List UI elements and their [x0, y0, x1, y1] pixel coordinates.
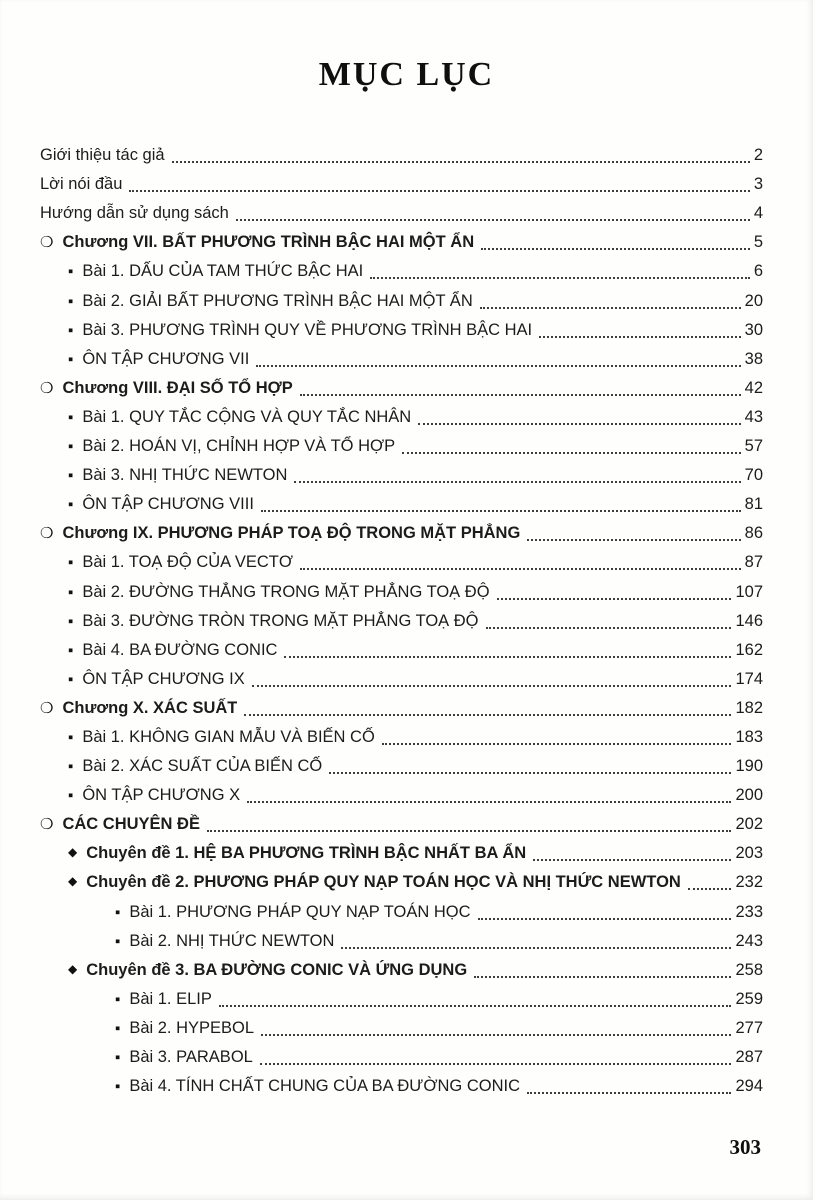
toc-entry-page-number: 30: [744, 320, 763, 339]
toc-entry-label: ÔN TẬP CHƯƠNG VII: [82, 349, 250, 368]
toc-entry-label: Bài 1. QUY TẮC CỘNG VÀ QUY TẮC NHÂN: [82, 407, 412, 426]
circle-marker-icon: ❍: [40, 525, 54, 543]
toc-entry-page-number: 258: [735, 960, 763, 979]
square-marker-icon: ▪: [68, 554, 74, 572]
toc-entry-label: Chuyên đề 2. PHƯƠNG PHÁP QUY NẠP TOÁN HỌC VÀ NHỊ THỨC NEWTON: [86, 873, 681, 892]
toc-entry-label: Chuyên đề 3. BA ĐƯỜNG CONIC VÀ ỨNG DỤNG: [86, 960, 468, 979]
toc-entry-label: Bài 4. BA ĐƯỜNG CONIC: [82, 640, 278, 659]
dotted-leader: [382, 743, 732, 745]
dotted-leader: [207, 830, 732, 832]
square-marker-icon: ▪: [68, 321, 74, 339]
dotted-leader: [370, 277, 750, 279]
square-marker-icon: ▪: [115, 903, 121, 921]
dotted-leader: [294, 481, 740, 483]
toc-entry-label: Bài 1. DẤU CỦA TAM THỨC BẬC HAI: [82, 262, 364, 281]
dotted-leader: [474, 976, 731, 978]
square-marker-icon: ▪: [68, 350, 74, 368]
toc-entry-label: Bài 1. TOẠ ĐỘ CỦA VECTƠ: [82, 553, 294, 572]
toc-entry-page-number: 4: [753, 204, 763, 223]
square-marker-icon: ▪: [115, 1049, 121, 1066]
toc-entry-label: CÁC CHUYÊN ĐỀ: [62, 815, 200, 834]
toc-entry-label: Bài 1. ELIP: [129, 989, 212, 1008]
dotted-leader: [480, 307, 741, 309]
toc-entry-page-number: 3: [753, 175, 763, 194]
toc-entry-page-number: 42: [744, 378, 763, 397]
toc-entry: [40, 809, 763, 838]
toc-entry-label: ÔN TẬP CHƯƠNG VIII: [82, 495, 254, 514]
toc-entry: [40, 256, 763, 285]
toc-entry: [40, 606, 763, 635]
toc-entry-label: Bài 2. GIẢI BẤT PHƯƠNG TRÌNH BẬC HAI MỘT ẨN: [82, 291, 473, 310]
dotted-leader: [261, 510, 741, 512]
toc-entry: [40, 285, 763, 314]
toc-entry-label: Bài 2. NHỊ THỨC NEWTON: [129, 931, 335, 950]
toc-entry-page-number: 259: [735, 989, 763, 1008]
dotted-leader: [247, 801, 731, 803]
square-marker-icon: ▪: [68, 467, 74, 485]
square-marker-icon: ▪: [68, 292, 74, 310]
toc-entry: [40, 431, 763, 460]
toc-entry-label: Chương X. XÁC SUẤT: [62, 698, 238, 717]
toc-entry: [40, 693, 763, 722]
toc-entry-label: Bài 3. NHỊ THỨC NEWTON: [82, 466, 288, 485]
toc-entry-page-number: 57: [744, 437, 763, 456]
toc-entry: [40, 402, 763, 431]
toc-entry-label: Bài 1. PHƯƠNG PHÁP QUY NẠP TOÁN HỌC: [129, 902, 471, 921]
toc-entry: [40, 547, 763, 576]
dotted-leader: [402, 452, 740, 454]
square-marker-icon: ▪: [68, 670, 74, 688]
dotted-leader: [244, 714, 731, 716]
toc-entry-label: Bài 2. HYPEBOL: [129, 1018, 255, 1037]
toc-entry: [40, 489, 763, 518]
square-marker-icon: ▪: [68, 787, 74, 805]
circle-marker-icon: ❍: [40, 699, 54, 717]
toc-entry-page-number: 87: [744, 553, 763, 572]
dotted-leader: [261, 1034, 731, 1036]
toc-entry: [40, 926, 763, 955]
page-title: MỤC LỤC: [318, 56, 495, 93]
dotted-leader: [478, 918, 732, 920]
toc-entry-page-number: 70: [744, 466, 763, 485]
toc-entry: [40, 896, 763, 925]
toc-entry-page-number: 174: [735, 669, 763, 688]
toc-entry-page-number: 183: [735, 727, 763, 746]
dotted-leader: [256, 365, 740, 367]
toc-entry-label: ÔN TẬP CHƯƠNG X: [82, 786, 241, 805]
toc-entry: [40, 780, 763, 809]
square-marker-icon: ▪: [68, 641, 74, 659]
toc-entry-page-number: 107: [735, 582, 763, 601]
circle-marker-icon: ❍: [40, 379, 54, 397]
toc-entry-page-number: 81: [744, 495, 763, 514]
toc-entry-page-number: 190: [735, 757, 763, 776]
dotted-leader: [300, 568, 741, 570]
square-marker-icon: ▪: [68, 263, 74, 281]
toc-entry-page-number: 6: [753, 262, 763, 281]
toc-entry: [40, 373, 763, 402]
toc-entry-page-number: 232: [735, 873, 763, 892]
square-marker-icon: ▪: [68, 758, 74, 776]
toc-entry-page-number: 203: [735, 844, 763, 863]
toc-entry-page-number: 200: [735, 786, 763, 805]
toc-entry-page-number: 162: [735, 640, 763, 659]
square-marker-icon: ▪: [115, 1078, 121, 1096]
toc-entry-label: Bài 2. HOÁN VỊ, CHỈNH HỢP VÀ TỔ HỢP: [82, 437, 396, 456]
toc-entry-page-number: 294: [735, 1077, 763, 1096]
circle-marker-icon: ❍: [40, 816, 54, 834]
toc-entry: [40, 460, 763, 489]
footer-page-number: 303: [729, 1135, 761, 1159]
dotted-leader: [527, 539, 740, 541]
dotted-leader: [418, 423, 740, 425]
toc-entry-label: Chuyên đề 1. HỆ BA PHƯƠNG TRÌNH BẬC NHẤT BA ẨN: [86, 844, 527, 863]
toc-entry-label: Chương VIII. ĐẠI SỐ TỔ HỢP: [62, 378, 293, 397]
toc-entry-label: Bài 2. ĐƯỜNG THẲNG TRONG MẶT PHẲNG TOẠ ĐỘ: [82, 582, 490, 601]
square-marker-icon: ▪: [115, 932, 121, 950]
toc-entry-label: Chương VII. BẤT PHƯƠNG TRÌNH BẬC HAI MỘT ẨN: [62, 233, 475, 252]
toc-entry: [40, 344, 763, 373]
toc-entry: [40, 576, 763, 605]
dotted-leader: [260, 1063, 732, 1065]
toc-entry: [40, 635, 763, 664]
toc-entry: [40, 1071, 763, 1100]
toc-entry-label: Bài 3. ĐƯỜNG TRÒN TRONG MẶT PHẲNG TOẠ ĐỘ: [82, 611, 479, 630]
diamond-marker-icon: ◆: [68, 845, 78, 860]
toc-entry-label: Bài 3. PHƯƠNG TRÌNH QUY VỀ PHƯƠNG TRÌNH BẬC HAI: [82, 320, 533, 339]
toc-entry: [40, 169, 763, 198]
toc-entry: [40, 751, 763, 780]
dotted-leader: [527, 1092, 731, 1094]
square-marker-icon: ▪: [68, 496, 74, 514]
toc-entry: [40, 722, 763, 751]
toc-entry-label: Bài 3. PARABOL: [129, 1048, 253, 1066]
toc-entry: [40, 315, 763, 344]
toc-entry: [40, 198, 763, 227]
dotted-leader: [533, 859, 731, 861]
toc-list: [40, 140, 763, 1100]
dotted-leader: [219, 1005, 732, 1007]
toc-entry: [40, 984, 763, 1013]
toc-entry: [40, 1042, 763, 1071]
dotted-leader: [539, 336, 741, 338]
dotted-leader: [486, 627, 732, 629]
toc-entry: [40, 140, 763, 169]
toc-entry: [40, 838, 763, 867]
toc-entry-page-number: 146: [735, 611, 763, 630]
dotted-leader: [172, 161, 750, 163]
square-marker-icon: ▪: [68, 408, 74, 426]
square-marker-icon: ▪: [115, 990, 121, 1008]
toc-entry-page-number: 243: [735, 931, 763, 950]
square-marker-icon: ▪: [115, 1019, 121, 1037]
diamond-marker-icon: ◆: [68, 961, 78, 976]
dotted-leader: [497, 598, 732, 600]
dotted-leader: [236, 219, 750, 221]
toc-entry-page-number: 5: [753, 233, 763, 252]
dotted-leader: [300, 394, 741, 396]
square-marker-icon: ▪: [68, 728, 74, 746]
dotted-leader: [284, 656, 731, 658]
square-marker-icon: ▪: [68, 583, 74, 601]
toc-entry-page-number: 20: [744, 291, 763, 310]
toc-entry: [40, 955, 763, 984]
dotted-leader: [481, 248, 750, 250]
dotted-leader: [688, 888, 732, 890]
toc-entry: [40, 867, 763, 896]
toc-entry-page-number: 233: [735, 902, 763, 921]
toc-entry-page-number: 2: [753, 146, 763, 165]
toc-entry: [40, 1013, 763, 1042]
toc-entry-label: Chương IX. PHƯƠNG PHÁP TOẠ ĐỘ TRONG MẶT PHẲNG: [62, 524, 521, 543]
dotted-leader: [252, 685, 732, 687]
diamond-marker-icon: ◆: [68, 874, 78, 889]
square-marker-icon: ▪: [68, 438, 74, 456]
toc-entry-label: Bài 4. TÍNH CHẤT CHUNG CỦA BA ĐƯỜNG CONIC: [129, 1077, 521, 1096]
toc-entry-label: Lời nói đầu: [40, 175, 123, 194]
toc-entry-page-number: 277: [735, 1018, 763, 1037]
circle-marker-icon: ❍: [40, 234, 54, 252]
toc-entry-page-number: 38: [744, 349, 763, 368]
dotted-leader: [341, 947, 731, 949]
toc-entry-page-number: 86: [744, 524, 763, 543]
toc-entry-page-number: 202: [735, 815, 763, 834]
toc-entry-page-number: 182: [735, 698, 763, 717]
toc-entry-page-number: 287: [735, 1048, 763, 1066]
toc-entry-label: Bài 2. XÁC SUẤT CỦA BIẾN CỐ: [82, 757, 323, 776]
toc-entry-label: Giới thiệu tác giả: [40, 146, 165, 165]
square-marker-icon: ▪: [68, 612, 74, 630]
dotted-leader: [129, 190, 749, 192]
toc-entry-label: Hướng dẫn sử dụng sách: [40, 204, 229, 223]
toc-entry: [40, 227, 763, 256]
toc-entry: [40, 518, 763, 547]
toc-entry: [40, 664, 763, 693]
toc-entry-label: ÔN TẬP CHƯƠNG IX: [82, 669, 245, 688]
dotted-leader: [329, 772, 731, 774]
toc-entry-label: Bài 1. KHÔNG GIAN MẪU VÀ BIẾN CỐ: [82, 727, 375, 746]
toc-entry-page-number: 43: [744, 407, 763, 426]
